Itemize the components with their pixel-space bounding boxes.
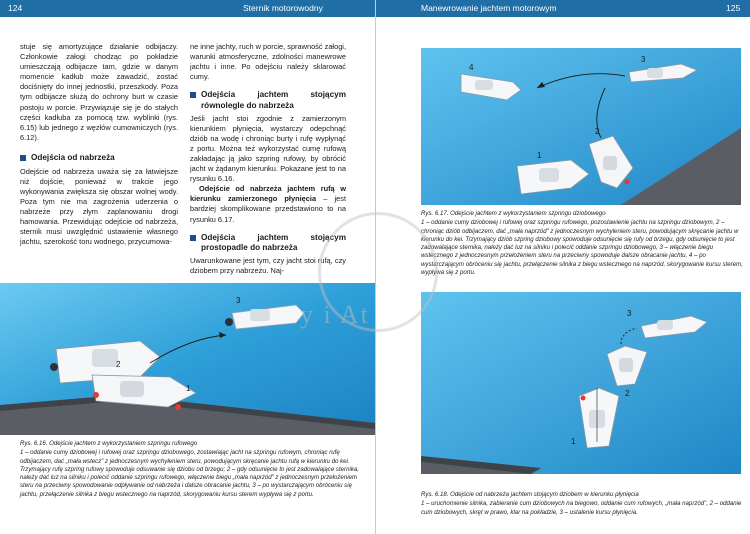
figure-6-18-photo [421,292,741,474]
caption-body: 1 – oddanie cumy dziobowej i rufowej oraz szpringu rufowego, pozostawienie jachtu na szpringu dziobowym, 2 – chroniąc dziób odbijaczem, dać „mała naprzód” z jednoczesnym wychyleniem steru, powodującym skręcanie jachtu w kierunku do kei. Trzymający dziób szpring dziobowy spowoduje odsunięcie się rufy od brzegu, gdy odsunięcie to jest zadowalające sternika, należy dać luz na silniku i polecić oddanie szpringu dziobowego, 3 – włączenie biegu wstecznego z jednoczesnym przełożeniem steru na przeciwny spowoduje dalsze obracanie jachtu, 4 – po wystarczającym obróceniu się jachtu, przełączenie silnika z biegu wstecznego na naprzód, skorygowanie kursu sterem, wypływa się z portu. [421,219,743,277]
left-page-header [0,0,375,17]
heading-text: Odejścia od nabrzeża [31,152,115,162]
left-page-number: 124 [8,3,23,13]
paragraph: Uwarunkowane jest tym, czy jacht stoi rufą, czy dziobem przy nabrzeżu. Naj- [190,255,346,275]
harbour-illustration [421,48,741,205]
square-bullet-icon [20,155,26,161]
square-bullet-icon [190,92,196,98]
right-page-header [376,0,750,17]
marker-2: 2 [116,360,121,369]
marker-1: 1 [537,151,542,160]
figure-6-17-caption [421,210,743,277]
caption-body: 1 – uruchomienie silnika, zabieranie cum dziobowych na biegowo, oddanie cum rufowych, „mała naprzód”, 2 – oddanie cum dziobowych, skręt w prawo, klar na pokładzie, 3 – ustalenie kursu płynięcia. [421,500,742,516]
caption-title: Rys. 6.18. Odejście od nabrzeża jachtem stojącym dziobem w kierunku płynięcia [421,491,639,498]
section-heading [20,153,178,164]
marker-2: 2 [625,389,630,398]
section-heading [190,90,346,111]
figure-6-16-caption [20,440,362,499]
harbour-illustration [0,283,375,435]
heading-text: Odejścia jachtem stojącym prostopadle do nabrzeża [201,232,346,253]
marker-3: 3 [627,309,632,318]
marker-1: 1 [571,437,576,446]
marker-1: 1 [186,384,191,393]
harbour-illustration [421,292,741,474]
marker-3: 3 [641,55,646,64]
caption-title: Rys. 6.17. Odejście jachtem z wykorzystaniem szpringu dziobowego [421,210,606,217]
heading-text: Odejścia jachtem stojącym równolegle do nabrzeża [201,90,346,110]
caption-body: 1 – oddanie cumy dziobowej i rufowej oraz szpringu dziobowego, zostawiając jacht na szpringu rufowym, chroniąc rufę odbijaczem, dać „mała wstecz” z jednoczesnym wychyleniem steru, powodującym skręcanie jachtu rufą w kierunku do kei. Trzymający rufę szpring rufowy spowoduje odsuwanie się dziobu od brzegu; 2 – gdy odsunięcie to jest zadowalające sternika, należy dać luz na silniku i polecić oddanie szpringu rufowego, włączenie biegu „mała naprzód” z jednoczesnym przełożeniem steru na przeciwny spowodowanie odpływanie od nabrzeża i dalsze obracanie jachtu, 3 – po wystarczającym obróceniu się jachtu, przełączenie silnika z biegu wstecznego na naprzód, skorygowaniu kursu sterem wypływa się z portu. [20,449,359,498]
paragraph: Odejście od nabrzeża uważa się za łatwiejsze niż dojście, ponieważ w trakcie jego wykonywania zwiększa się obszar wolnej wody. Poza tym nie ma zagrożenia uderzenia o nabrzeże przy złym zaplanowaniu drogi hamowania. Przewidując odejście od nabrzeża, sternik musi uwzględnić ustawienie własnego jachtu, szerokość toru wodnego, przycumowa- [20,166,178,247]
caption-title: Rys. 6.16. Odejście jachtem z wykorzystaniem szpringu rufowego [20,440,198,447]
left-text-column-2 [190,42,346,276]
figure-6-18-caption [421,491,743,517]
marker-3: 3 [236,296,241,305]
paragraph-rest: – jest bardziej skomplikowane przedstawiono to na rysunku 6.17. [190,194,347,224]
marker-2: 2 [595,127,600,136]
right-page-number: 125 [726,3,741,13]
paragraph [190,184,346,224]
right-running-title: Manewrowanie jachtem motorowym [421,3,557,13]
paragraph: ne inne jachty, ruch w porcie, sprawność załogi, warunki atmosferyczne, zdolności manewrowe jachtu i inne. Po odejściu należy sklarować cumy. [190,42,346,82]
right-page [375,0,750,534]
square-bullet-icon [190,235,196,241]
paragraph: stuje się amortyzujące działanie odbijaczy. Członkowie załogi chodząc po pokładzie umieszczają odbijacze tam, gdzie w danym momencie kadłub może zawadzić, zostać dociśnięty do innej jednostki, przeszkody. Poza tym odbijacze służą do ochrony burt w czasie postoju w porcie. Przywiązuje się je do stałych części kadłuba za pomocą tzw. wyblinki (rys. 6.15) lub jednego z węzłów cumowniczych (rys. 6.12). [20,42,178,142]
left-text-column-1 [20,42,178,247]
section-heading [190,233,346,254]
paragraph: Jeśli jacht stoi zgodnie z zamierzonym kierunkiem płynięcia, wystarczy odepchnąć dziób na wodę i chroniąc burty i rufę wypłynąć z portu. Można też wykorzystać cumę rufową zakładając ją jako szpring rufowy, by obrócić jacht w żądanym kierunku. Pokazane jest to na rysunku 6.16. [190,113,346,184]
bold-lead: Odejście od nabrzeża jachtem rufą w kierunku zamierzonego płynięcia [190,184,346,204]
figure-6-16-photo [0,283,375,435]
figure-6-17-photo [421,48,741,205]
left-running-title: Sternik motorowodny [243,3,323,13]
publisher-watermark-text: y i At [300,300,370,329]
marker-4: 4 [469,63,474,72]
